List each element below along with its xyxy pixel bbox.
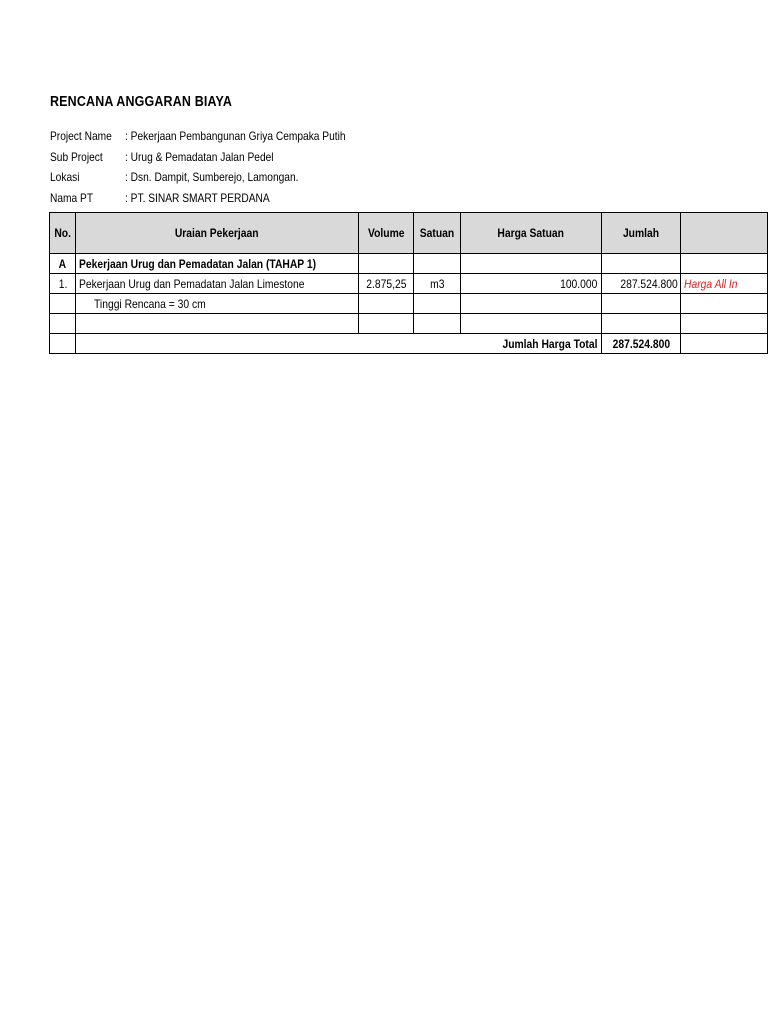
total-label: Jumlah Harga Total	[76, 334, 601, 354]
info-key: Project Name	[50, 129, 112, 143]
info-row-project-name	[50, 126, 384, 147]
cell-empty	[359, 294, 414, 314]
table-row	[50, 294, 768, 314]
item-uraian: Pekerjaan Urug dan Pemadatan Jalan Limestone	[76, 274, 359, 294]
header-no: No.	[50, 213, 76, 254]
header-jumlah: Jumlah	[601, 213, 681, 254]
cell-empty	[460, 314, 601, 334]
cell-empty	[50, 334, 76, 354]
table-header-row	[50, 213, 768, 254]
header-volume: Volume	[359, 213, 414, 254]
budget-table	[49, 212, 768, 354]
item-jumlah: 287.524.800	[601, 274, 681, 294]
cell-empty	[601, 254, 681, 274]
document-title: RENCANA ANGGARAN BIAYA	[50, 94, 233, 110]
cell-empty	[601, 294, 681, 314]
cell-empty	[681, 334, 768, 354]
total-value: 287.524.800	[601, 334, 681, 354]
section-label: Pekerjaan Urug dan Pemadatan Jalan (TAHAP 1)	[76, 254, 359, 274]
info-key: Nama PT	[50, 190, 94, 205]
total-row	[50, 334, 768, 354]
cell-empty	[601, 314, 681, 334]
item-harga-satuan: 100.000	[460, 274, 601, 294]
cell-empty	[460, 294, 601, 314]
cell-empty	[76, 314, 359, 334]
cell-empty	[413, 314, 460, 334]
info-row-sub-project	[50, 147, 384, 168]
item-note: Harga All In	[681, 274, 768, 294]
cell-empty	[50, 314, 76, 334]
info-value: : Dsn. Dampit, Sumberejo, Lamongan.	[125, 170, 299, 184]
cell-empty	[359, 314, 414, 334]
item-volume: 2.875,25	[359, 274, 414, 294]
header-note	[681, 213, 768, 254]
table-row	[50, 274, 768, 294]
header-satuan: Satuan	[413, 213, 460, 254]
info-value: : Pekerjaan Pembangunan Griya Cempaka Putih	[125, 129, 346, 143]
cell-empty	[681, 314, 768, 334]
cell-empty	[681, 294, 768, 314]
info-value: : Urug & Pemadatan Jalan Pedel	[125, 149, 274, 164]
info-row-lokasi	[50, 167, 384, 188]
cell-empty	[460, 254, 601, 274]
item-no: 1.	[50, 274, 76, 294]
header-uraian: Uraian Pekerjaan	[76, 213, 359, 254]
section-row	[50, 254, 768, 274]
item-satuan: m3	[413, 274, 460, 294]
cell-empty	[413, 254, 460, 274]
cell-empty	[50, 294, 76, 314]
cell-empty	[681, 254, 768, 274]
info-value: : PT. SINAR SMART PERDANA	[125, 190, 270, 205]
project-info	[50, 126, 384, 208]
cell-empty	[413, 294, 460, 314]
info-key: Sub Project	[50, 149, 103, 164]
header-harga-satuan: Harga Satuan	[460, 213, 601, 254]
table-row	[50, 314, 768, 334]
info-row-nama-pt	[50, 188, 384, 209]
cell-empty	[359, 254, 414, 274]
info-key: Lokasi	[50, 170, 80, 184]
item-sub-note: Tinggi Rencana = 30 cm	[76, 294, 359, 314]
section-no: A	[50, 254, 76, 274]
